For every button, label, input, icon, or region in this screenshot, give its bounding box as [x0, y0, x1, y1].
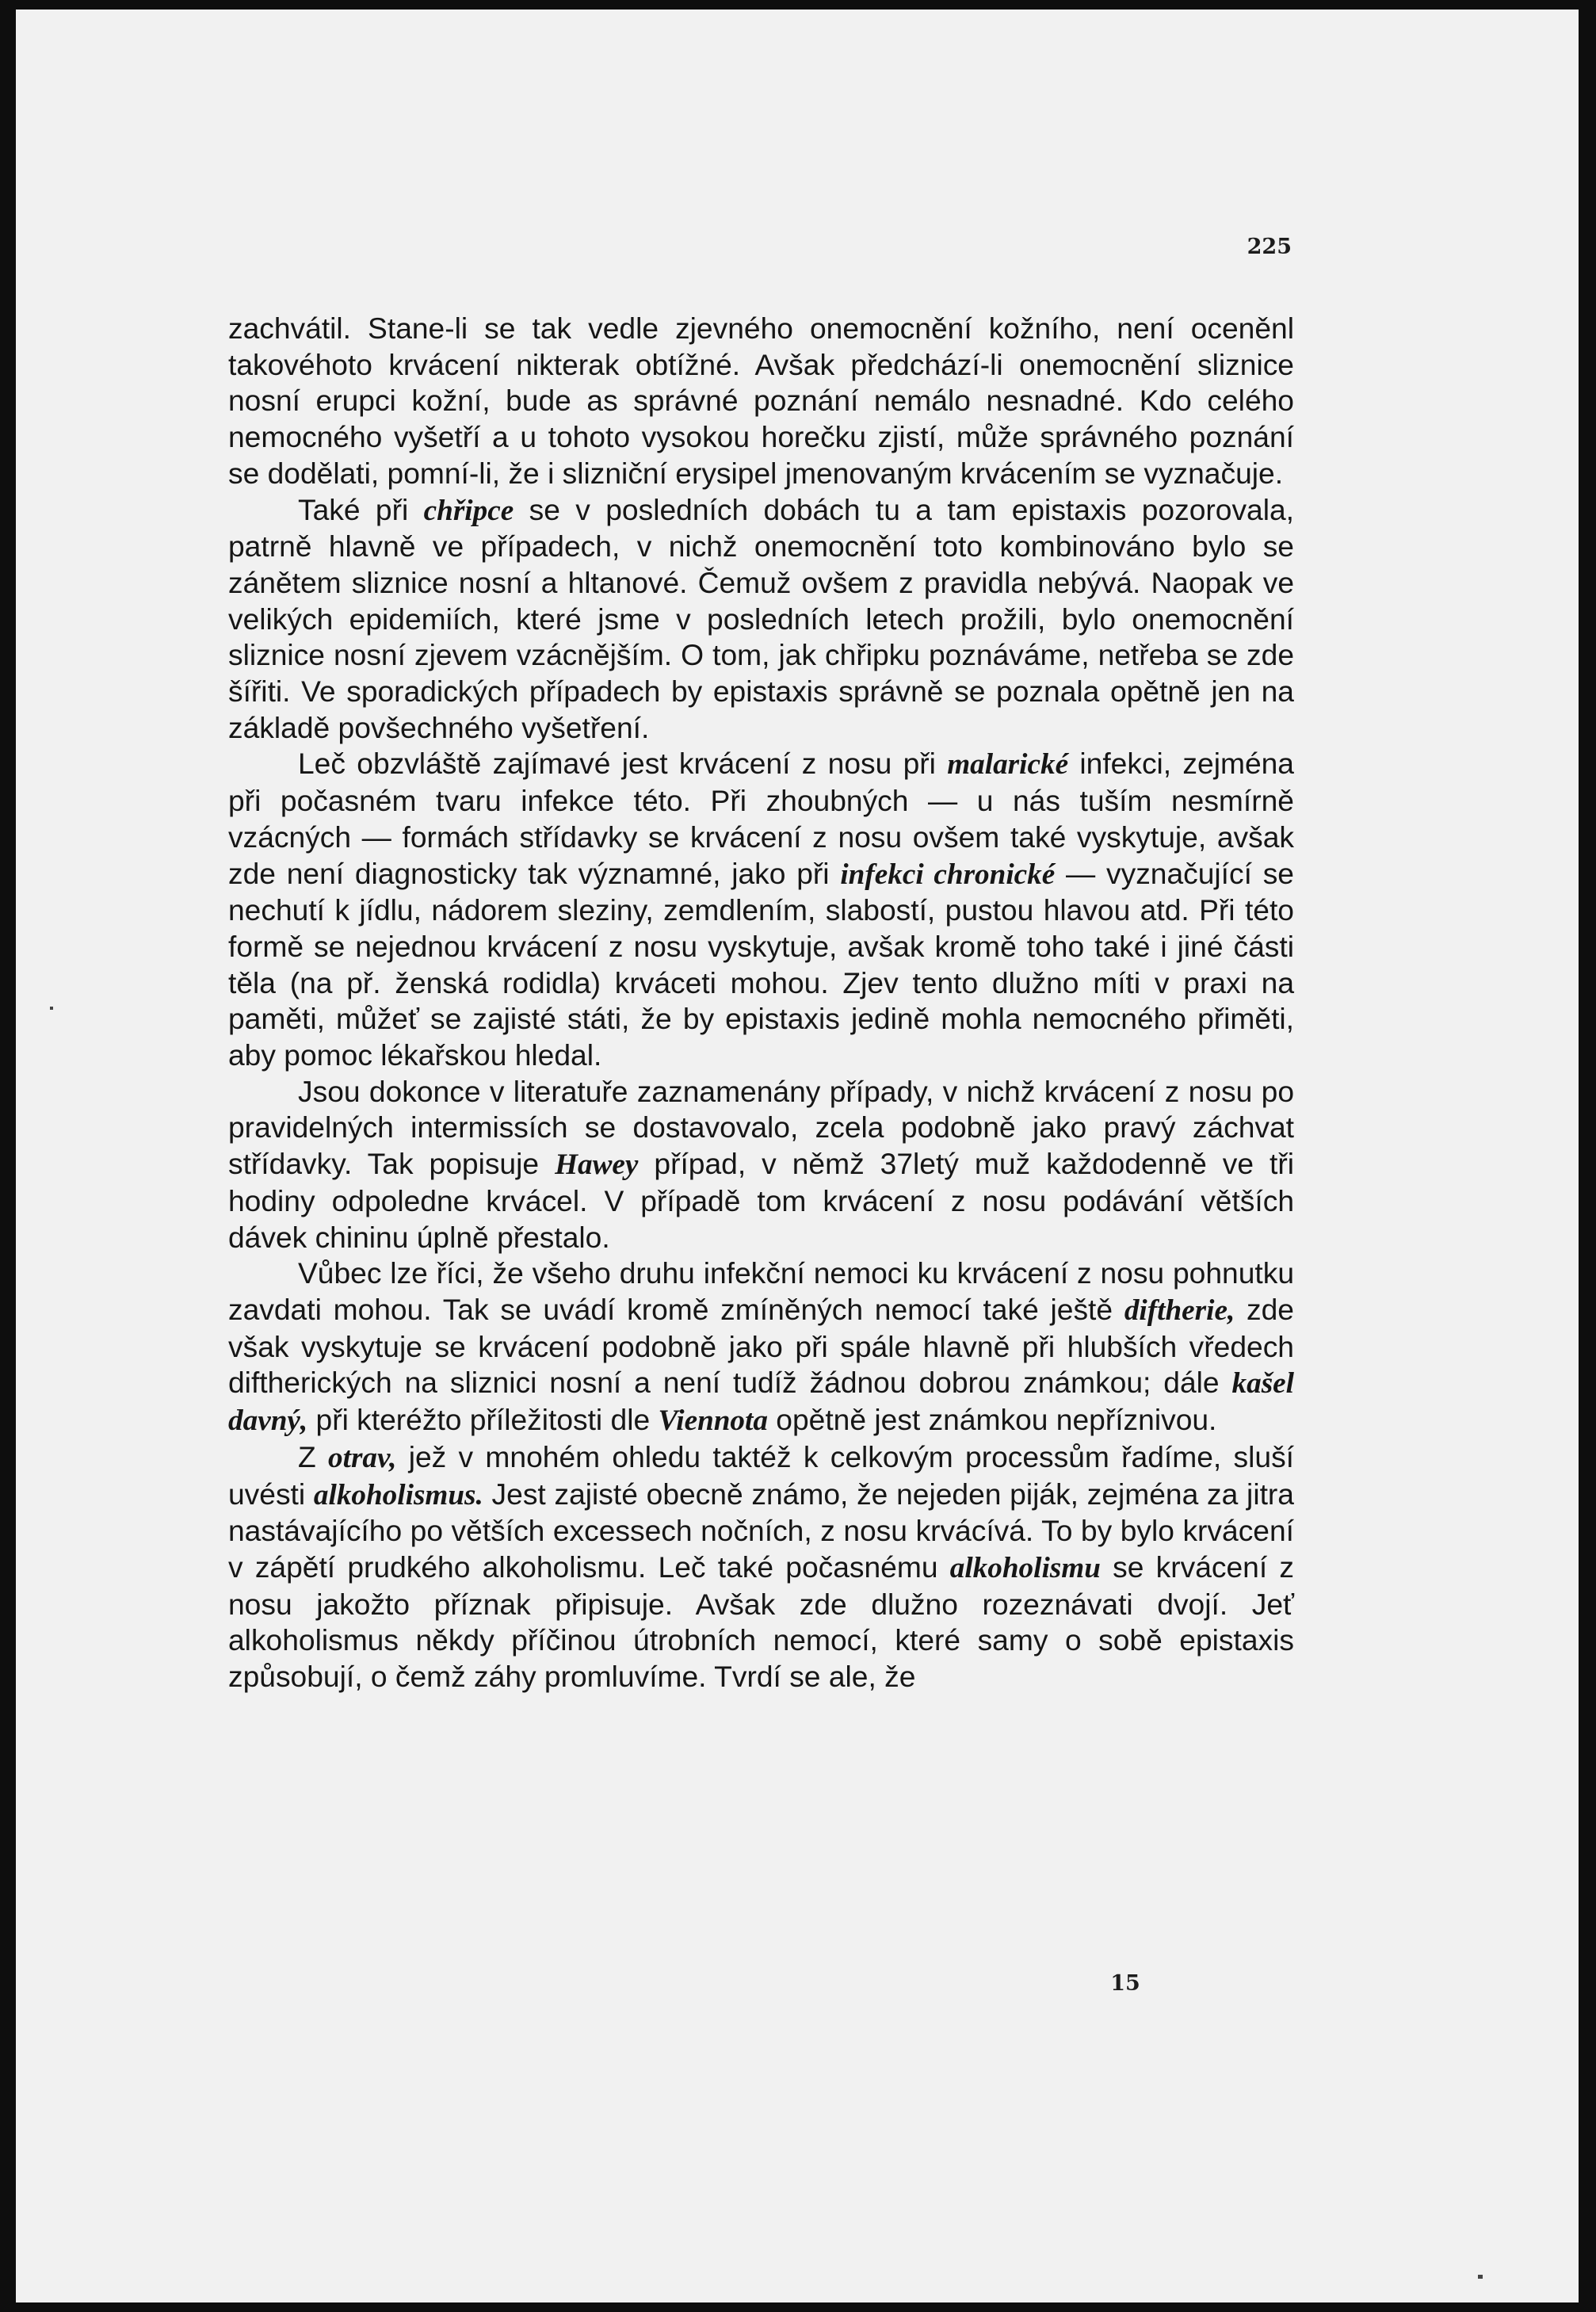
text-run: jež v mnohém ohledu taktéž k celkovým processům řadíme, sluší uvésti — [228, 1439, 1294, 1511]
paragraph — [228, 1074, 1294, 1256]
paragraph — [228, 311, 1294, 492]
scan-speck — [50, 1007, 53, 1010]
text-run: infekci, zejména při počasném tvaru infekce této. Při zhoubných — u nás tuším nesmírně vzácných — formách střídavky se krvácení z nosu ovšem také vyskytuje, avšak zde není diagnosticky tak významné, jako při — [228, 747, 1294, 890]
text-run: Leč obzvláště zajímavé jest krvácení z nosu při — [298, 747, 948, 781]
paragraph — [228, 746, 1294, 1073]
page-number: 225 — [1247, 235, 1292, 259]
italic-term: chřipce — [423, 494, 514, 527]
text-run: Jest zajisté obecně známo, že nejeden piják, zejména za jitra nastávajícího po větších excessech nočních, z nosu krvácívá. To by bylo krvácení v zápětí prudkého alkoholismu. Leč také počasnému — [228, 1477, 1294, 1584]
text-run: při kteréžto příležitosti dle — [307, 1403, 659, 1437]
text-run: Vůbec lze říci, že všeho druhu infekční nemoci ku krvácení z nosu pohnutku zavdati mohou. Tak se uvádí kromě zmíněných nemocí také ještě — [228, 1256, 1294, 1326]
paragraph — [228, 1439, 1294, 1695]
italic-term: alkoholismu — [949, 1551, 1101, 1584]
text-run: Také při — [298, 492, 424, 526]
signature-mark: 15 — [1110, 1971, 1140, 1996]
italic-term: otrav, — [328, 1441, 397, 1474]
scanned-page — [16, 10, 1579, 2302]
body-text — [228, 311, 1294, 1695]
text-run: opětně jest známkou nepříznivou. — [767, 1403, 1217, 1437]
italic-term: malarické — [947, 748, 1069, 781]
italic-term: Hawey — [555, 1148, 639, 1182]
italic-term: alkoholismus. — [313, 1478, 483, 1511]
text-run: případ, v němž 37letý muž každodenně ve tři hodiny odpoledne krvácel. V případě tom krvácení z nosu podávání větších dávek chininu úplně přestalo. — [228, 1147, 1295, 1254]
italic-term: diftherie, — [1124, 1294, 1235, 1327]
italic-term: Viennota — [658, 1404, 768, 1438]
scan-speck — [1478, 2275, 1483, 2279]
paragraph — [228, 1255, 1294, 1439]
text-run: se v posledních dobách tu a tam epistaxis pozorovala, patrně hlavně ve případech, v nichž onemocnění toto kombinováno bylo se zánětem sliznice nosní a hltanové. Čemuž ovšem z pravidla nebývá. Naopak ve velikých epidemiích, které jsme v posledních letech prožili, bylo onemocnění sliznice nosní zjevem vzácnějším. O tom, jak chřipku poznáváme, netřeba se zde šířiti. Ve sporadických případech by epistaxis správně se poznala opětně jen na základě povšechného vyšetření. — [228, 492, 1295, 744]
text-run: zachvátil. Stane-li se tak vedle zjevného onemocnění kožního, není oceněnl takovéhoto krvácení nikterak obtížné. Avšak předchází-li onemocnění sliznice nosní erupci kožní, bude as správné poznání nemálo nesnadné. Kdo celého nemocného vyšetří a u tohoto vysokou horečku zjistí, může správného poznání se dodělati, pomní-li, že i slizniční erysipel jmenovaným krvácením se vyznačuje. — [228, 311, 1294, 490]
italic-term: kašel davný, — [228, 1367, 1294, 1438]
text-run: — vyznačující se nechutí k jídlu, nádorem sleziny, zemdlením, slabostí, pustou hlavou atd. Při této formě se nejednou krvácení z nosu vyskytuje, avšak kromě toho také i jiné části těla (na př. ženská rodidla) krváceti mohou. Zjev tento dlužno míti v praxi na paměti, můžeť se zajisté státi, že by epistaxis jedině mohla nemocného přiměti, aby pomoc lékařskou hledal. — [228, 856, 1294, 1072]
paragraph — [228, 492, 1294, 747]
italic-term: infekci chronické — [840, 858, 1056, 891]
text-run: se krvácení z nosu jakožto příznak připisuje. Avšak zde dlužno rozeznávati dvojí. Jeť alkoholismus někdy příčinou útrobních nemocí, které samy o sobě epistaxis způsobují, o čemž záhy promluvíme. Tvrdí se ale, že — [228, 1550, 1294, 1694]
text-run: zde však vyskytuje se krvácení podobně jako při spále hlavně při hlubších vředech diftherických na sliznici nosní a není tudíž žádnou dobrou známkou; dále — [228, 1292, 1294, 1400]
text-run: Jsou dokonce v literatuře zaznamenány případy, v nichž krvácení z nosu po pravidelných intermissích se dostavovalo, zcela podobně jako pravý záchvat střídavky. Tak popisuje — [228, 1074, 1294, 1181]
text-run: Z — [298, 1439, 329, 1473]
